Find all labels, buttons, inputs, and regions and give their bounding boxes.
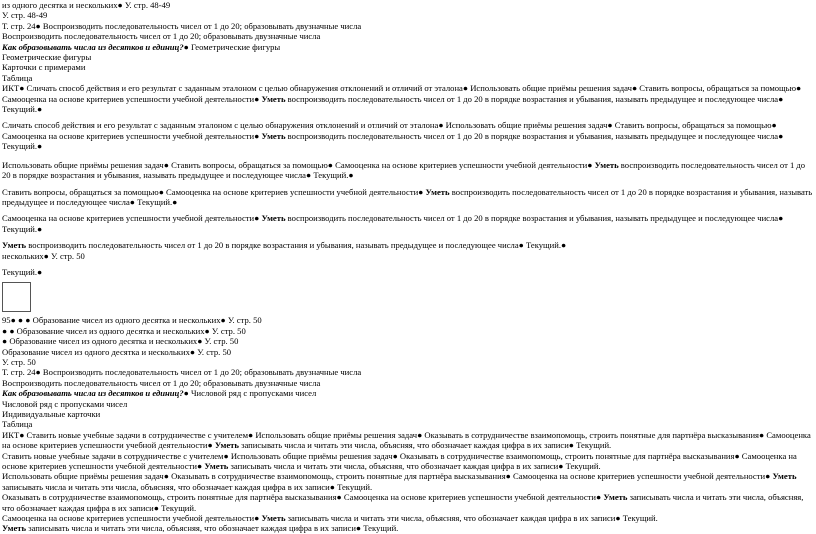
text-line: У. стр. 48-49 <box>2 10 48 21</box>
competency-paragraph <box>2 83 814 114</box>
text-line: Воспроизводить последовательность чисел от 1 до 20; образовывать двузначные числа <box>2 31 321 42</box>
text-line: 95● ● ● Образование чисел из одного десятка и нескольких● У. стр. 50 <box>2 315 262 326</box>
text-span: Оказывать в сотрудничестве взаимопомощь, строить понятные для партнёра высказывания● Самооценка на основе критериев успешности учебной деятельности● <box>2 492 604 503</box>
text-span: записывать числа и читать эти числа, объясняя, что обозначает каждая цифра в их записи● Текущий. <box>26 523 399 534</box>
bold-term: Уметь <box>594 159 619 170</box>
text-span: воспроизводить последовательность чисел от 1 до 20 в порядке возрастания и убывания, называть предыдущее и последующее числа● Текущий.● <box>2 130 784 152</box>
text-span: воспроизводить последовательность чисел от 1 до 20 в порядке возрастания и убывания, называть предыдущее и последующее числа● Текущий.● <box>26 240 567 251</box>
lesson-question: Как образовывать числа из десятков и единиц?● <box>2 41 189 52</box>
bold-term: Уметь <box>261 130 286 141</box>
text-line: Т. стр. 24● Воспроизводить последовательность чисел от 1 до 20; образовывать двузначные числа <box>2 367 362 378</box>
text-span: Использовать общие приёмы решения задач● Ставить вопросы, обращаться за помощью● Самооценка на основе критериев успешности учебной деятельности● <box>2 159 595 170</box>
text-line: Текущий.● <box>2 266 43 277</box>
text-span: Использовать общие приёмы решения задач● Оказывать в сотрудничестве взаимопомощь, строить понятные для партнёра высказывания● Самооценка на основе критериев успешности учебной деятельности● <box>2 471 773 482</box>
text-line: Таблица <box>2 72 33 83</box>
bold-term: Уметь <box>204 461 229 472</box>
question-line <box>2 42 814 52</box>
text-line: Образование чисел из одного десятка и нескольких● У. стр. 50 <box>2 346 232 357</box>
text-line: Воспроизводить последовательность чисел от 1 до 20; образовывать двузначные числа <box>2 377 321 388</box>
text-span: Самооценка на основе критериев успешности учебной деятельности● <box>2 213 262 224</box>
bold-term: Уметь <box>2 240 27 251</box>
lesson-question: Как образовывать числа из десятков и единиц?● <box>2 388 189 399</box>
text-span: записывать числа и читать эти числа, объясняя, что обозначает каждая цифра в их записи● Текущий. <box>228 461 601 472</box>
text-span: записывать числа и читать эти числа, объясняя, что обозначает каждая цифра в их записи● Текущий. <box>2 481 373 492</box>
text-line: нескольких● У. стр. 50 <box>2 250 85 261</box>
competency-paragraph <box>2 160 814 181</box>
text-line: Таблица <box>2 419 33 430</box>
bold-term: Уметь <box>2 523 27 534</box>
text-line: Индивидуальные карточки <box>2 409 101 419</box>
text-line: Т. стр. 24● Воспроизводить последовательность чисел от 1 до 20; образовывать двузначные числа <box>2 20 362 31</box>
competency-paragraph <box>2 451 814 472</box>
text-span: записывать числа и читать эти числа, объясняя, что обозначает каждая цифра в их записи● Текущий. <box>285 513 658 524</box>
text-span: Ставить новые учебные задачи в сотрудничестве с учителем● Использовать общие приёмы решения задач● Оказывать в сотрудничестве взаимопомощь, строить понятные для партнёра высказывания● Самооценка на основе критериев успешности учебной деятельности● <box>2 450 797 472</box>
text-span: записывать числа и читать эти числа, объясняя, что обозначает каждая цифра в их записи● Текущий. <box>238 440 612 451</box>
bold-term: Уметь <box>772 471 797 482</box>
text-line: Числовой ряд с пропусками чисел <box>2 398 128 409</box>
text-span: Сличать способ действия и его результат с заданным эталоном с целью обнаружения отклонений и отличий от эталона● Использовать общие приёмы решения задач● Ставить вопросы, обращаться за помощью● Самооценка на основе критериев успешности учебной деятельности● <box>2 120 777 141</box>
text-span: Числовой ряд с пропусками чисел <box>188 388 317 399</box>
text-span: воспроизводить последовательность чисел от 1 до 20 в порядке возрастания и убывания, называть предыдущее и последующее числа● Текущий.● <box>2 93 784 115</box>
competency-paragraph <box>2 523 814 533</box>
bold-term: Уметь <box>261 513 286 524</box>
competency-paragraph <box>2 430 814 451</box>
text-line: Геометрические фигуры <box>2 52 92 63</box>
text-span: воспроизводить последовательность чисел от 1 до 20 в порядке возрастания и убывания, называть предыдущее и последующее числа● Текущий.● <box>2 159 806 181</box>
text-span: ИКТ● Сличать способ действия и его результат с заданным эталоном с целью обнаружения отклонений и отличий от эталона● Использовать общие приёмы решения задач● Ставить вопросы, обращаться за помощью● Самооценка на основе критериев успешности учебной деятельности● <box>2 83 802 104</box>
text-span: Геометрические фигуры <box>188 41 281 52</box>
text-line: ● Образование чисел из одного десятка и нескольких● У. стр. 50 <box>2 336 239 347</box>
text-span: воспроизводить последовательность чисел от 1 до 20 в порядке возрастания и убывания, называть предыдущее и последующее числа● Текущий.● <box>2 186 813 207</box>
bold-term: Уметь <box>261 213 286 224</box>
text-span: записывать числа и читать эти числа, объясняя, что обозначает каждая цифра в их записи● Текущий. <box>2 492 804 513</box>
text-span: Ставить вопросы, обращаться за помощью● Самооценка на основе критериев успешности учебной деятельности● <box>2 186 426 197</box>
text-span: Самооценка на основе критериев успешности учебной деятельности● <box>2 513 262 524</box>
text-span: ИКТ● Ставить новые учебные задачи в сотрудничестве с учителем● Использовать общие приёмы решения задач● Оказывать в сотрудничестве взаимопомощь, строить понятные для партнёра высказывания● Самооценка на основе критериев успешности учебной деятельности● <box>2 429 811 451</box>
bold-term: Уметь <box>425 186 450 197</box>
competency-paragraph <box>2 187 814 208</box>
bold-term: Уметь <box>261 93 286 104</box>
text-line: У. стр. 50 <box>2 356 36 367</box>
competency-paragraph <box>2 492 814 513</box>
competency-paragraph <box>2 471 814 492</box>
image-placeholder-box <box>2 282 31 312</box>
text-line: ● ● Образование чисел из одного десятка и нескольких● У. стр. 50 <box>2 325 246 336</box>
text-span: воспроизводить последовательность чисел от 1 до 20 в порядке возрастания и убывания, называть предыдущее и последующее числа● Текущий.● <box>2 213 784 234</box>
competency-paragraph <box>2 240 814 250</box>
text-line: из одного десятка и нескольких● У. стр. 48-49 <box>2 0 171 10</box>
bold-term: Уметь <box>214 440 239 451</box>
document-page <box>2 0 814 534</box>
competency-paragraph <box>2 120 814 151</box>
lesson-block-1 <box>2 0 814 83</box>
bold-term: Уметь <box>603 492 628 503</box>
question-line <box>2 388 814 398</box>
competency-paragraph <box>2 213 814 234</box>
lesson-block-2 <box>2 315 814 429</box>
text-line: Карточки с примерами <box>2 62 86 73</box>
